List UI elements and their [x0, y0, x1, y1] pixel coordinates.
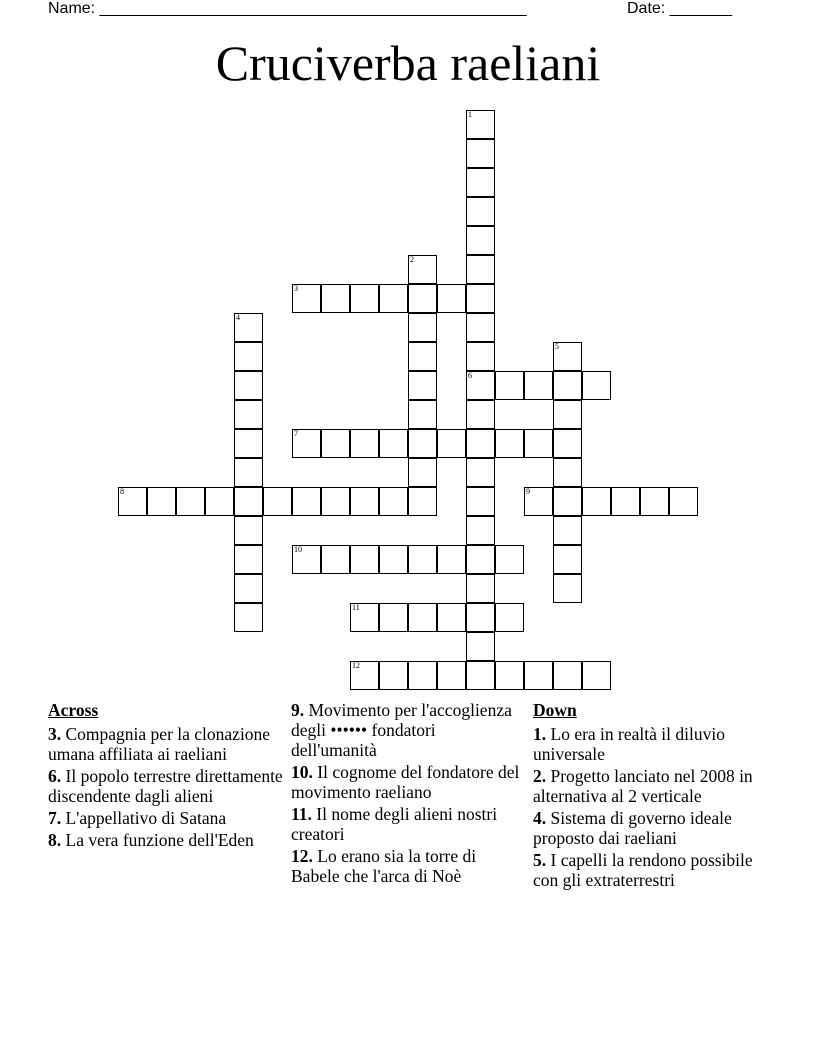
- grid-cell[interactable]: [553, 516, 582, 545]
- grid-cell[interactable]: [437, 545, 466, 574]
- grid-cell[interactable]: [553, 371, 582, 400]
- grid-cell[interactable]: [437, 284, 466, 313]
- grid-cell[interactable]: [408, 458, 437, 487]
- clue-item: [533, 850, 768, 890]
- across-clue-list: [48, 724, 283, 850]
- clue-text: Lo erano sia la torre di Babele che l'arca di Noè: [291, 846, 477, 886]
- grid-cell[interactable]: [553, 458, 582, 487]
- grid-cell[interactable]: [466, 197, 495, 226]
- grid-cell[interactable]: [582, 661, 611, 690]
- across-clues: [48, 700, 283, 852]
- grid-cell[interactable]: [408, 487, 437, 516]
- grid-cell[interactable]: [466, 110, 495, 139]
- grid-cell[interactable]: [176, 487, 205, 516]
- cell-number: 9: [526, 487, 530, 496]
- clue-number: 7.: [48, 808, 62, 828]
- grid-cell[interactable]: [234, 400, 263, 429]
- grid-cell[interactable]: [466, 226, 495, 255]
- cell-number: 1: [468, 110, 472, 119]
- grid-cell[interactable]: [466, 400, 495, 429]
- grid-cell[interactable]: [408, 545, 437, 574]
- grid-cell[interactable]: [466, 603, 495, 632]
- grid-cell[interactable]: [234, 458, 263, 487]
- clue-text: Il popolo terrestre direttamente discendente dagli alieni: [48, 766, 283, 806]
- grid-cell[interactable]: [379, 661, 408, 690]
- grid-cell[interactable]: [292, 545, 321, 574]
- cell-number: 10: [294, 545, 302, 554]
- grid-cell[interactable]: [321, 487, 350, 516]
- page-title: Cruciverba raeliani: [215, 35, 601, 91]
- clue-number: 12.: [291, 846, 313, 866]
- grid-cell[interactable]: [466, 255, 495, 284]
- grid-cell[interactable]: [263, 487, 292, 516]
- clue-number: 10.: [291, 762, 313, 782]
- grid-cell[interactable]: [234, 371, 263, 400]
- grid-cell[interactable]: [437, 603, 466, 632]
- grid-cell[interactable]: [408, 603, 437, 632]
- grid-cell[interactable]: [466, 487, 495, 516]
- grid-cell[interactable]: [553, 342, 582, 371]
- grid-cell[interactable]: [234, 545, 263, 574]
- grid-cell[interactable]: [321, 429, 350, 458]
- cell-number: 2: [410, 255, 414, 264]
- across-clue-list-continued: [291, 700, 523, 886]
- grid-cell[interactable]: [350, 603, 379, 632]
- grid-cell[interactable]: [553, 400, 582, 429]
- clue-text: Progetto lanciato nel 2008 in alternativa al 2 verticale: [533, 766, 753, 806]
- grid-cell[interactable]: [466, 429, 495, 458]
- grid-cell[interactable]: [437, 429, 466, 458]
- clue-number: 9.: [291, 700, 305, 720]
- grid-cell[interactable]: [292, 429, 321, 458]
- cell-number: 12: [352, 661, 360, 670]
- grid-cell[interactable]: [379, 429, 408, 458]
- grid-cell[interactable]: [379, 487, 408, 516]
- clue-number: 3.: [48, 724, 62, 744]
- clue-text: I capelli la rendono possibile con gli extraterrestri: [533, 850, 753, 890]
- grid-cell[interactable]: [669, 487, 698, 516]
- date-field[interactable]: Date: _______: [627, 0, 732, 17]
- grid-cell[interactable]: [234, 429, 263, 458]
- clue-item: [291, 846, 523, 886]
- grid-cell[interactable]: [234, 487, 263, 516]
- clue-number: 6.: [48, 766, 62, 786]
- grid-cell[interactable]: [205, 487, 234, 516]
- grid-cell[interactable]: [466, 371, 495, 400]
- clue-number: 11.: [291, 804, 312, 824]
- grid-cell[interactable]: [321, 284, 350, 313]
- grid-cell[interactable]: [408, 255, 437, 284]
- grid-cell[interactable]: [495, 661, 524, 690]
- grid-cell[interactable]: [553, 574, 582, 603]
- grid-cell[interactable]: [234, 516, 263, 545]
- clue-text: Movimento per l'accoglienza degli •••••• fondatori dell'umanità: [291, 700, 512, 760]
- clue-number: 4.: [533, 808, 547, 828]
- grid-cell[interactable]: [524, 429, 553, 458]
- grid-cell[interactable]: [466, 139, 495, 168]
- clue-text: L'appellativo di Satana: [61, 808, 227, 828]
- grid-cell[interactable]: [234, 342, 263, 371]
- grid-cell[interactable]: [408, 400, 437, 429]
- down-heading: Down: [533, 700, 577, 720]
- grid-cell[interactable]: [118, 487, 147, 516]
- cell-number: 6: [468, 371, 472, 380]
- grid-cell[interactable]: [466, 661, 495, 690]
- cell-number: 3: [294, 284, 298, 293]
- clue-item: [48, 808, 283, 828]
- grid-cell[interactable]: [582, 487, 611, 516]
- down-clue-list: [533, 724, 768, 890]
- grid-cell[interactable]: [437, 661, 466, 690]
- grid-cell[interactable]: [553, 429, 582, 458]
- grid-cell[interactable]: [234, 603, 263, 632]
- clue-text: La vera funzione dell'Eden: [61, 830, 254, 850]
- grid-cell[interactable]: [524, 661, 553, 690]
- grid-cell[interactable]: [408, 371, 437, 400]
- clue-item: [291, 804, 523, 844]
- cell-number: 4: [236, 313, 240, 322]
- grid-cell[interactable]: [292, 487, 321, 516]
- clue-item: [533, 808, 768, 848]
- grid-cell[interactable]: [524, 487, 553, 516]
- down-clues: [533, 700, 768, 892]
- grid-cell[interactable]: [524, 371, 553, 400]
- grid-cell[interactable]: [292, 284, 321, 313]
- grid-cell[interactable]: [495, 603, 524, 632]
- clue-text: Sistema di governo ideale proposto dai raeliani: [533, 808, 732, 848]
- clue-number: 8.: [48, 830, 62, 850]
- grid-cell[interactable]: [350, 284, 379, 313]
- clue-item: [533, 766, 768, 806]
- clue-item: [48, 724, 283, 764]
- grid-cell[interactable]: [350, 429, 379, 458]
- grid-cell[interactable]: [321, 545, 350, 574]
- clue-item: [533, 724, 768, 764]
- grid-cell[interactable]: [466, 313, 495, 342]
- clue-text: Il nome degli alieni nostri creatori: [291, 804, 498, 844]
- grid-cell[interactable]: [466, 168, 495, 197]
- clue-text: Lo era in realtà il diluvio universale: [533, 724, 725, 764]
- grid-cell[interactable]: [466, 342, 495, 371]
- grid-cell[interactable]: [553, 545, 582, 574]
- cell-number: 5: [555, 342, 559, 351]
- grid-cell[interactable]: [379, 284, 408, 313]
- clue-item: [48, 830, 283, 850]
- grid-cell[interactable]: [466, 284, 495, 313]
- grid-cell[interactable]: [147, 487, 176, 516]
- cell-number: 8: [120, 487, 124, 496]
- grid-cell[interactable]: [466, 458, 495, 487]
- grid-cell[interactable]: [640, 487, 669, 516]
- grid-cell[interactable]: [408, 429, 437, 458]
- cell-number: 7: [294, 429, 298, 438]
- grid-cell[interactable]: [495, 429, 524, 458]
- grid-cell[interactable]: [408, 313, 437, 342]
- grid-cell[interactable]: [466, 632, 495, 661]
- grid-cell[interactable]: [466, 516, 495, 545]
- grid-cell[interactable]: [234, 574, 263, 603]
- grid-cell[interactable]: [408, 661, 437, 690]
- grid-cell[interactable]: [408, 342, 437, 371]
- clue-item: [48, 766, 283, 806]
- grid-cell[interactable]: [582, 371, 611, 400]
- clue-number: 1.: [533, 724, 547, 744]
- grid-cell[interactable]: [466, 545, 495, 574]
- clue-item: [291, 700, 523, 760]
- grid-cell[interactable]: [466, 574, 495, 603]
- grid-cell[interactable]: [350, 487, 379, 516]
- grid-cell[interactable]: [234, 313, 263, 342]
- grid-cell[interactable]: [350, 661, 379, 690]
- grid-cell[interactable]: [495, 371, 524, 400]
- grid-cell[interactable]: [379, 545, 408, 574]
- clue-text: Compagnia per la clonazione umana affiliata ai raeliani: [48, 724, 271, 764]
- clue-item: [291, 762, 523, 802]
- clue-text: Il cognome del fondatore del movimento raeliano: [291, 762, 520, 802]
- grid-cell[interactable]: [495, 545, 524, 574]
- cell-number: 11: [352, 603, 360, 612]
- clue-number: 5.: [533, 850, 547, 870]
- grid-cell[interactable]: [553, 487, 582, 516]
- grid-cell[interactable]: [611, 487, 640, 516]
- grid-cell[interactable]: [350, 545, 379, 574]
- grid-cell[interactable]: [408, 284, 437, 313]
- name-field[interactable]: Name: ________________________________________________: [48, 0, 527, 17]
- grid-cell[interactable]: [379, 603, 408, 632]
- grid-cell[interactable]: [553, 661, 582, 690]
- across-clues-continued: [291, 700, 523, 888]
- across-heading: Across: [48, 700, 99, 720]
- clue-number: 2.: [533, 766, 547, 786]
